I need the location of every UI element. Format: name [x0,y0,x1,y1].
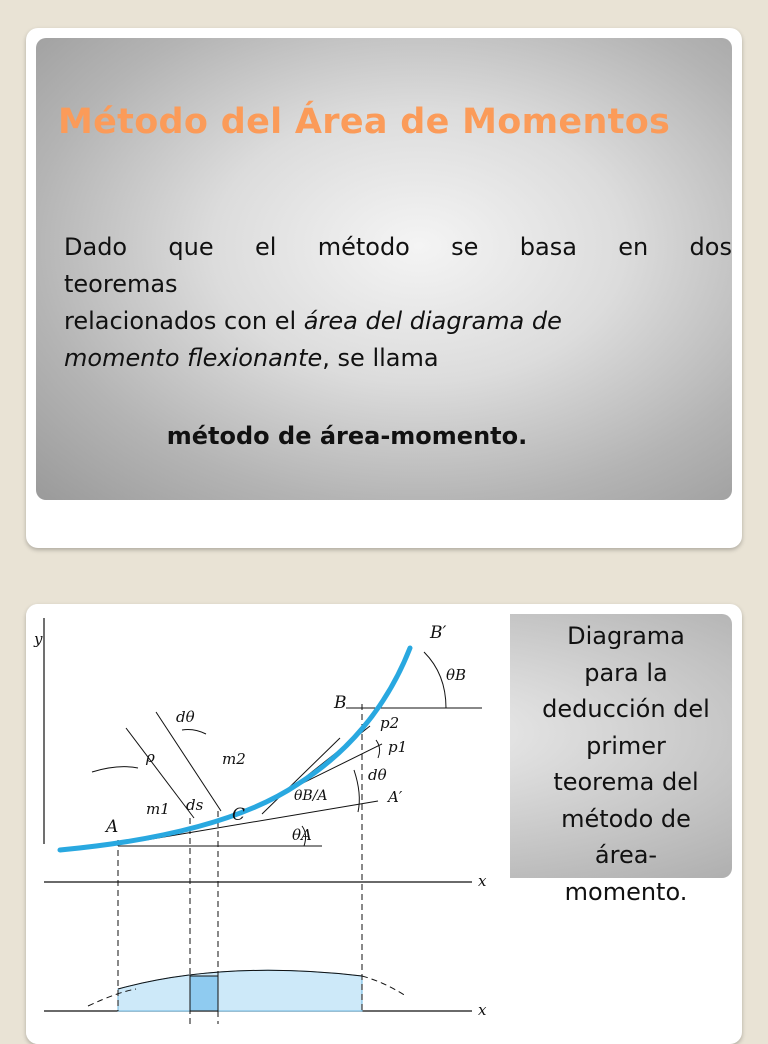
tangent-A [146,801,378,840]
slide-1 [26,28,742,548]
body-text-italic: área del diagrama de [303,307,562,335]
word: que [168,233,214,261]
word: el [254,233,277,261]
slide-2 [26,604,742,1044]
body-text-plain: relacionados con el [64,307,304,335]
word: Dado [64,233,128,261]
figure-caption [514,618,738,910]
moment-area-diagram [26,604,510,1044]
caption-line: para la [584,658,668,687]
label-dtheta-top: dθ [176,708,195,726]
label-x-top: x [478,872,487,890]
moment-area-fill [118,970,362,1011]
label-theta-A: θA [292,826,312,844]
label-p2: p2 [380,714,400,732]
label-y: y [34,630,43,648]
angle-arc-B [424,652,446,708]
caption-line: Diagrama [567,622,685,650]
label-theta-BA: θB/A [294,788,328,804]
dtheta-arrow [182,730,206,735]
word: dos [689,233,732,261]
word: en [618,233,649,261]
label-m2: m2 [222,750,246,768]
label-B: B [334,693,347,713]
caption-line: teorema del [553,768,699,796]
angle-arc-dtheta [376,740,380,758]
label-p1: p1 [388,738,408,756]
label-A-prime: A′ [388,788,403,806]
body-paragraph [64,229,732,377]
label-x-bottom: x [478,1001,487,1019]
label-theta-B: θB [446,666,467,684]
body-line-2: teoremas [64,270,178,298]
body-line-4 [64,340,732,377]
label-A: A [106,817,119,837]
rho-arrow-left [92,767,138,772]
content-panel [36,38,732,500]
label-rho: ρ [146,748,155,766]
label-m1: m1 [146,800,170,818]
angle-arc-BA [354,770,359,812]
caption-line: área- [594,841,658,869]
word: basa [519,233,577,261]
body-line-3 [64,303,732,340]
slide-title: Método del Área de Momentos [58,102,671,142]
label-ds: ds [186,796,204,814]
caption-line: método de [561,804,691,833]
moment-curve-right-dashed [362,976,406,996]
moment-strip [190,976,218,1011]
caption-line: deducción del [542,695,710,723]
label-B-prime: B′ [430,623,447,643]
word: se [451,233,479,261]
caption-line: momento. [564,877,688,906]
body-text-italic: momento flexionante [64,344,323,372]
body-line-1 [64,229,732,266]
label-dtheta-right: dθ [368,766,387,784]
emphasis-text: método de área-momento. [166,422,528,450]
caption-line: primer [586,731,666,760]
word: método [317,233,410,261]
body-text-plain: , se llama [322,344,439,372]
diagram-svg [26,604,510,1044]
label-C: C [232,805,246,825]
